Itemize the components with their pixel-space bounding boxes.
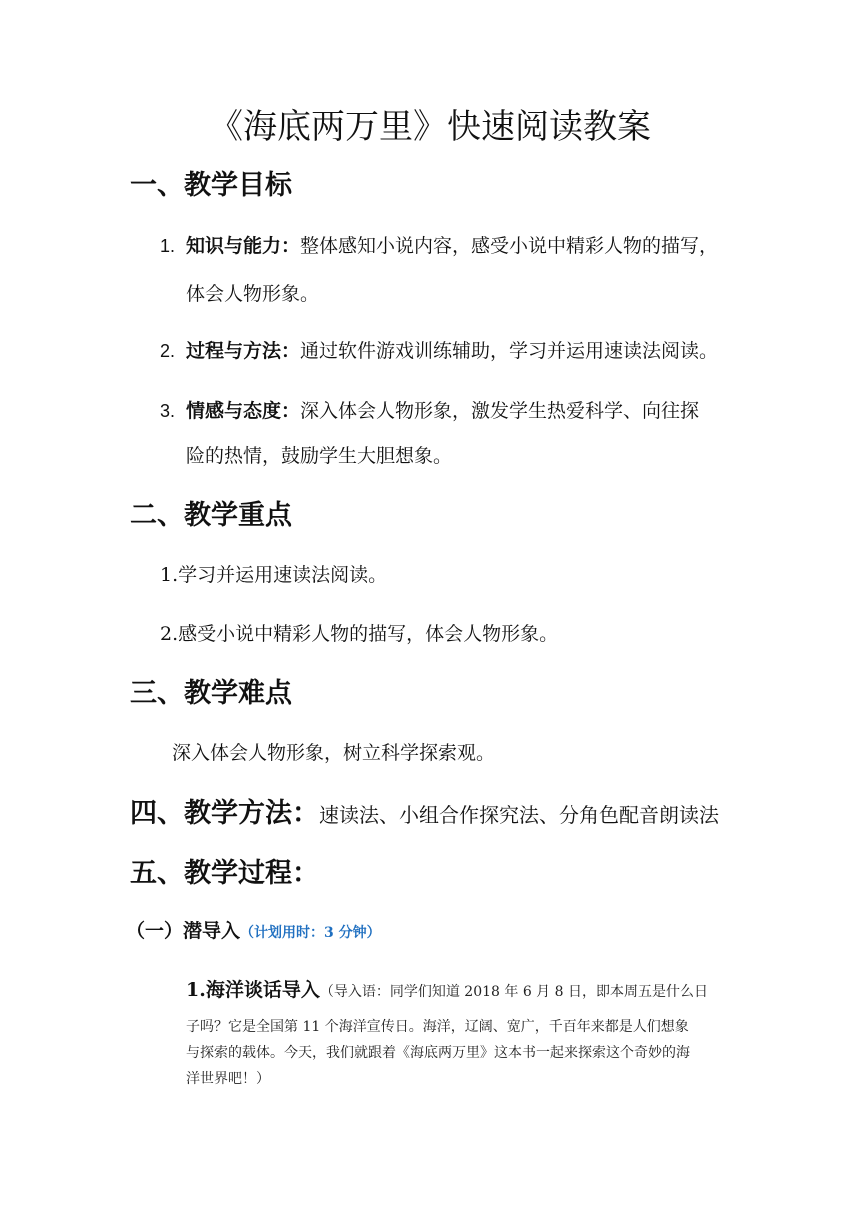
goal-line [186,397,699,425]
goal-text-continued: 险的热情，鼓励学生大胆想象。 [186,445,453,467]
paragraph-line [186,977,708,1005]
goal-label: 知识与能力： [186,235,301,257]
paragraph-line: 洋世界吧！） [186,1071,270,1087]
goal-number: 3. [160,401,176,421]
key-point: 1.学习并运用速读法阅读。 [160,564,388,586]
goal-line [186,337,718,365]
section-heading-key-points: 二、教学重点 [130,500,292,531]
methods-text: 速读法、小组合作探究法、分角色配音朗读法 [319,803,719,827]
section-heading-process: 五、教学过程： [130,858,319,889]
item-lead: 1.海洋谈话导入 [186,979,320,1001]
goal-label: 过程与方法： [186,340,301,362]
goal-line [186,232,718,260]
process-part-title: （一）潜导入 [126,920,241,942]
goal-text: 通过软件游戏训练辅助，学习并运用速读法阅读。 [300,340,719,362]
goal-number: 2. [160,341,176,361]
goal-text: 整体感知小说内容，感受小说中精彩人物的描写， [300,235,719,257]
difficulty-text: 深入体会人物形象，树立科学探索观。 [172,742,496,764]
methods-label: 四、教学方法： [130,798,319,829]
goal-text-continued: 体会人物形象。 [186,283,320,305]
planned-time-note: （计划用时：3 分钟） [240,925,381,941]
section-heading-methods [130,796,719,833]
section-heading-goals: 一、教学目标 [130,170,292,201]
process-part-heading [126,917,381,947]
section-heading-difficulty: 三、教学难点 [130,678,292,709]
goal-text: 深入体会人物形象，激发学生热爱科学、向往探 [300,400,700,422]
key-point: 2.感受小说中精彩人物的描写，体会人物形象。 [160,623,559,645]
item-text: （导入语：同学们知道 2018 年 6 月 8 日，即本周五是什么日 [319,984,708,1000]
paragraph-line: 与探索的载体。今天，我们就跟着《海底两万里》这本书一起来探索这个奇妙的海 [186,1045,690,1061]
goal-label: 情感与态度： [186,400,301,422]
goal-number: 1. [160,236,176,256]
document-title: 《海底两万里》快速阅读教案 [209,107,651,147]
paragraph-line: 子吗？它是全国第 11 个海洋宣传日。海洋，辽阔、宽广，千百年来都是人们想象 [186,1019,689,1035]
